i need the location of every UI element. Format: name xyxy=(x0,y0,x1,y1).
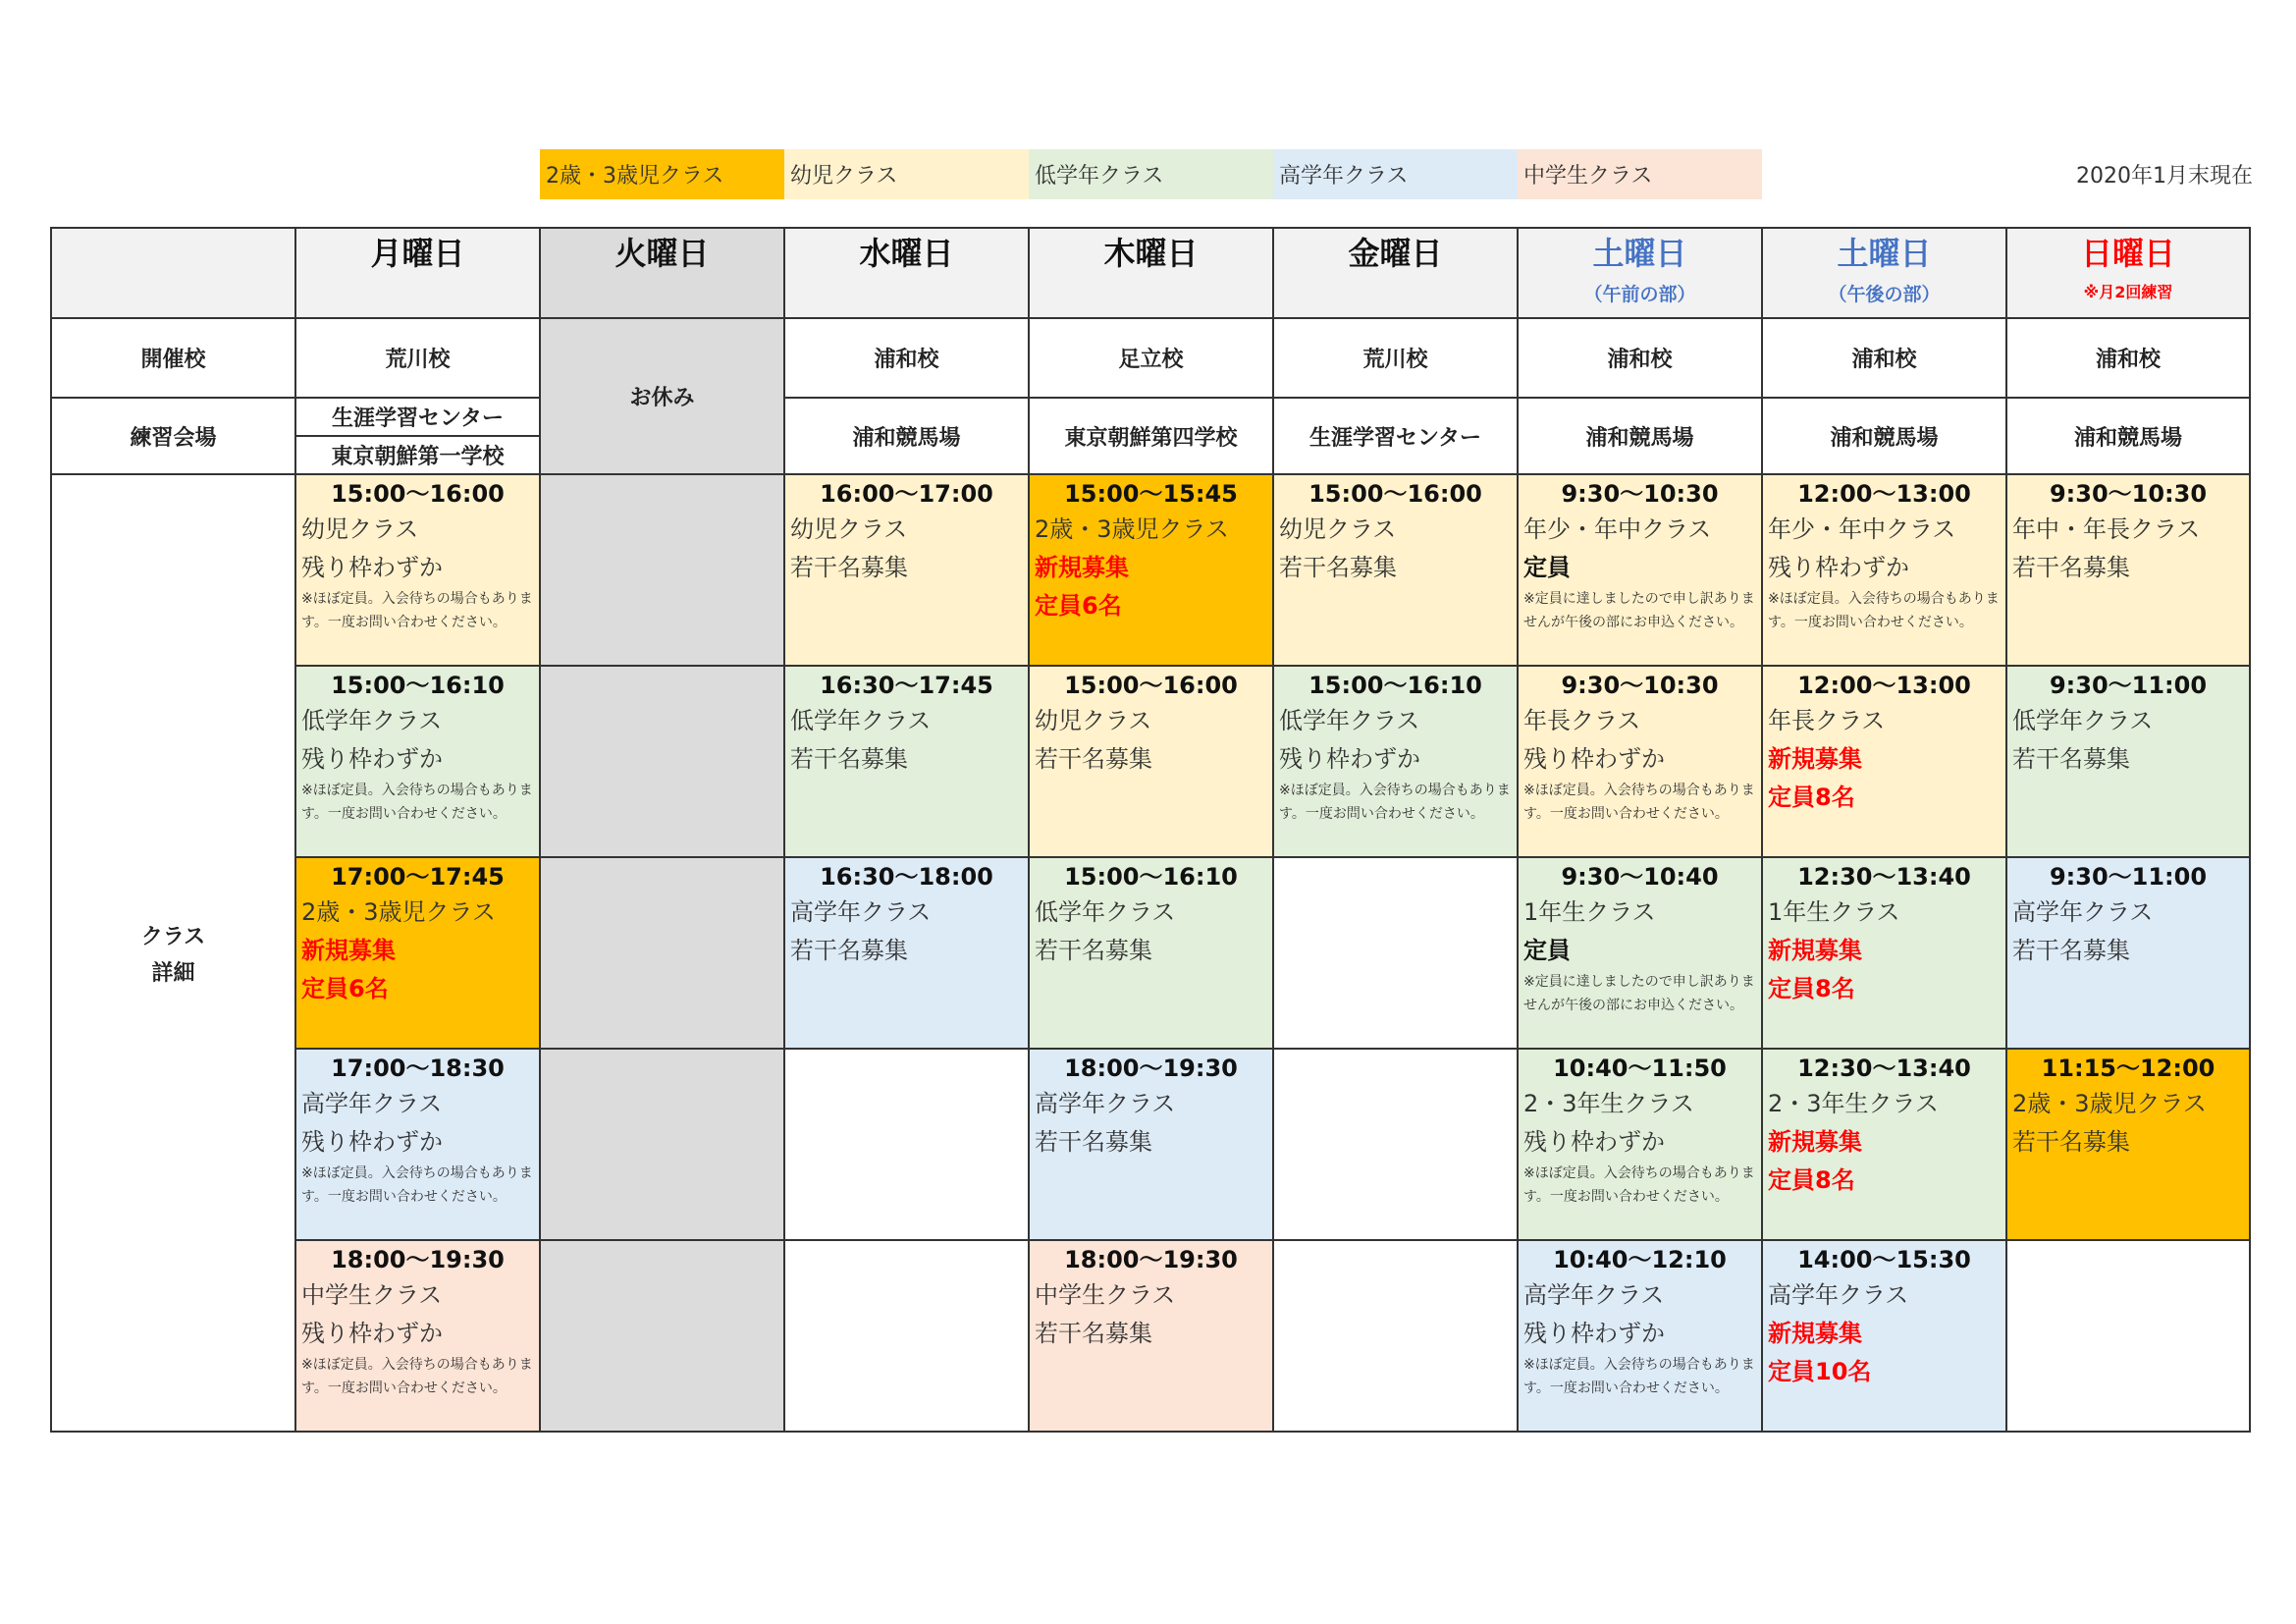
slot-class-name: 幼児クラス xyxy=(790,515,908,543)
class-slot-wed xyxy=(784,666,1029,857)
slot-class-name: 高学年クラス xyxy=(1768,1281,1909,1309)
day-subtitle: （午前の部） xyxy=(1583,284,1696,305)
as-of-date: 2020年1月末現在 xyxy=(2076,164,2253,189)
slot-time: 16:30〜18:00 xyxy=(820,863,993,891)
legend-infant: 幼児クラス xyxy=(784,149,1029,199)
slot-class-name: 年少・年中クラス xyxy=(1768,515,1956,543)
slot-time: 12:00〜13:00 xyxy=(1797,480,1971,508)
venue-sat-am: 浦和競馬場 xyxy=(1518,398,1762,474)
class-slot-row xyxy=(51,474,2250,666)
day-name: 土曜日 xyxy=(1592,235,1687,272)
slot-time: 18:00〜19:30 xyxy=(1064,1055,1238,1082)
slot-class-name: 低学年クラス xyxy=(790,707,932,734)
day-name: 木曜日 xyxy=(1103,235,1199,272)
corner-cell xyxy=(51,228,295,318)
slot-time: 9:30〜11:00 xyxy=(2049,863,2208,891)
slot-time: 12:30〜13:40 xyxy=(1797,863,1971,891)
slot-time: 12:30〜13:40 xyxy=(1797,1055,1971,1082)
slot-status: 若干名募集 xyxy=(1035,1320,1152,1347)
class-slot-fri xyxy=(1273,1049,1518,1240)
class-slot-mon xyxy=(295,857,540,1049)
school-mon: 荒川校 xyxy=(295,318,540,398)
slot-time: 10:40〜11:50 xyxy=(1553,1055,1727,1082)
slot-class-name: 2歳・3歳児クラス xyxy=(1035,515,1229,543)
tuesday-empty-cell xyxy=(540,474,784,666)
class-slot-sun xyxy=(2006,474,2250,666)
slot-time: 18:00〜19:30 xyxy=(331,1246,505,1273)
class-label-line2: 詳細 xyxy=(151,960,195,986)
header-row xyxy=(51,228,2250,318)
slot-time: 9:30〜10:40 xyxy=(1561,863,1719,891)
class-slot-row xyxy=(51,1240,2250,1432)
venue-sat-pm: 浦和競馬場 xyxy=(1762,398,2006,474)
class-detail-label xyxy=(51,474,295,1432)
class-slot-fri xyxy=(1273,1240,1518,1432)
slot-class-name: 中学生クラス xyxy=(1035,1281,1176,1309)
slot-time: 9:30〜10:30 xyxy=(1561,480,1719,508)
slot-status: 若干名募集 xyxy=(1035,937,1152,964)
slot-class-name: 高学年クラス xyxy=(2012,898,2154,926)
class-slot-sat-pm xyxy=(1762,857,2006,1049)
slot-status: 若干名募集 xyxy=(790,554,908,581)
slot-class-name: 低学年クラス xyxy=(1035,898,1176,926)
slot-status: 若干名募集 xyxy=(790,745,908,773)
slot-class-name: 年長クラス xyxy=(1768,707,1886,734)
slot-time: 15:00〜16:10 xyxy=(1308,672,1482,699)
class-slot-row xyxy=(51,857,2250,1049)
slot-capacity: 定員8名 xyxy=(1768,1166,1855,1194)
tuesday-empty-cell xyxy=(540,1049,784,1240)
slot-status: 定員 xyxy=(1523,554,1571,581)
class-slot-sun xyxy=(2006,1049,2250,1240)
slot-time: 15:00〜16:00 xyxy=(331,480,505,508)
slot-note: ※ほぼ定員。入会待ちの場合もあります。一度お問い合わせください。 xyxy=(1279,783,1511,822)
slot-status: 若干名募集 xyxy=(2012,937,2130,964)
slot-time: 15:00〜16:10 xyxy=(1064,863,1238,891)
class-schedule-table xyxy=(50,227,2251,1433)
class-slot-sat-am xyxy=(1518,666,1762,857)
slot-capacity: 定員10名 xyxy=(1768,1358,1872,1385)
slot-time: 17:00〜17:45 xyxy=(331,863,505,891)
day-header-sat-am xyxy=(1518,228,1762,318)
slot-class-name: 高学年クラス xyxy=(1035,1090,1176,1117)
class-slot-wed xyxy=(784,474,1029,666)
class-slot-fri xyxy=(1273,474,1518,666)
tuesday-empty-cell xyxy=(540,857,784,1049)
venue-mon-1: 生涯学習センター xyxy=(296,399,539,437)
slot-time: 9:30〜10:30 xyxy=(1561,672,1719,699)
slot-status: 残り枠わずか xyxy=(301,1128,443,1156)
class-slot-sat-am xyxy=(1518,474,1762,666)
tuesday-closed: お休み xyxy=(540,318,784,474)
slot-status: 残り枠わずか xyxy=(1523,1320,1665,1347)
venue-sun: 浦和競馬場 xyxy=(2006,398,2250,474)
class-slot-mon xyxy=(295,1240,540,1432)
class-slot-thu xyxy=(1029,857,1273,1049)
slot-time: 15:00〜15:45 xyxy=(1064,480,1238,508)
slot-status: 若干名募集 xyxy=(2012,1128,2130,1156)
slot-status: 若干名募集 xyxy=(2012,745,2130,773)
venue-row-label: 練習会場 xyxy=(51,398,295,474)
slot-class-name: 年長クラス xyxy=(1523,707,1641,734)
slot-time: 16:30〜17:45 xyxy=(820,672,993,699)
slot-note: ※ほぼ定員。入会待ちの場合もあります。一度お問い合わせください。 xyxy=(1768,591,2000,630)
legend-lower-grade: 低学年クラス xyxy=(1029,149,1273,199)
class-slot-sat-am xyxy=(1518,1049,1762,1240)
slot-status: 新規募集 xyxy=(1768,937,1862,964)
slot-note: ※ほぼ定員。入会待ちの場合もあります。一度お問い合わせください。 xyxy=(301,783,533,822)
slot-status: 定員 xyxy=(1523,937,1571,964)
slot-status: 残り枠わずか xyxy=(1279,745,1420,773)
legend-upper-grade: 高学年クラス xyxy=(1273,149,1518,199)
slot-class-name: 高学年クラス xyxy=(790,898,932,926)
school-fri: 荒川校 xyxy=(1273,318,1518,398)
class-slot-sun xyxy=(2006,857,2250,1049)
class-slot-fri xyxy=(1273,666,1518,857)
day-header-tue xyxy=(540,228,784,318)
slot-status: 残り枠わずか xyxy=(301,554,443,581)
school-sat-am: 浦和校 xyxy=(1518,318,1762,398)
tuesday-empty-cell xyxy=(540,1240,784,1432)
class-slot-fri xyxy=(1273,857,1518,1049)
slot-capacity: 定員6名 xyxy=(301,975,389,1002)
slot-status: 新規募集 xyxy=(1768,1128,1862,1156)
slot-class-name: 幼児クラス xyxy=(1035,707,1152,734)
day-name: 金曜日 xyxy=(1348,235,1443,272)
slot-note: ※ほぼ定員。入会待ちの場合もあります。一度お問い合わせください。 xyxy=(1523,1165,1755,1205)
class-slot-sun xyxy=(2006,1240,2250,1432)
school-sun: 浦和校 xyxy=(2006,318,2250,398)
class-slot-thu xyxy=(1029,1049,1273,1240)
day-subtitle: （午後の部） xyxy=(1828,284,1941,305)
slot-class-name: 低学年クラス xyxy=(2012,707,2154,734)
class-slot-sat-pm xyxy=(1762,1049,2006,1240)
day-name: 土曜日 xyxy=(1837,235,1932,272)
venue-mon-2: 東京朝鮮第一学校 xyxy=(331,445,505,469)
class-slot-sun xyxy=(2006,666,2250,857)
venue-fri: 生涯学習センター xyxy=(1273,398,1518,474)
slot-note: ※定員に達しましたので申し訳ありませんが午後の部にお申込ください。 xyxy=(1523,974,1755,1013)
slot-note: ※ほぼ定員。入会待ちの場合もあります。一度お問い合わせください。 xyxy=(1523,783,1755,822)
slot-note: ※ほぼ定員。入会待ちの場合もあります。一度お問い合わせください。 xyxy=(301,591,533,630)
slot-status: 若干名募集 xyxy=(1279,554,1397,581)
slot-status: 若干名募集 xyxy=(790,937,908,964)
slot-time: 14:00〜15:30 xyxy=(1797,1246,1971,1273)
day-header-wed xyxy=(784,228,1029,318)
day-header-mon xyxy=(295,228,540,318)
slot-capacity: 定員8名 xyxy=(1768,975,1855,1002)
slot-time: 9:30〜10:30 xyxy=(2049,480,2208,508)
slot-time: 10:40〜12:10 xyxy=(1553,1246,1727,1273)
class-slot-row xyxy=(51,1049,2250,1240)
slot-time: 17:00〜18:30 xyxy=(331,1055,505,1082)
slot-time: 15:00〜16:00 xyxy=(1308,480,1482,508)
slot-status: 残り枠わずか xyxy=(301,1320,443,1347)
class-slot-wed xyxy=(784,857,1029,1049)
school-row xyxy=(51,318,2250,398)
slot-class-name: 幼児クラス xyxy=(1279,515,1397,543)
day-header-sat-pm xyxy=(1762,228,2006,318)
slot-status: 新規募集 xyxy=(1768,745,1862,773)
slot-status: 新規募集 xyxy=(1035,554,1129,581)
slot-class-name: 低学年クラス xyxy=(301,707,443,734)
slot-status: 若干名募集 xyxy=(1035,745,1152,773)
day-header-thu xyxy=(1029,228,1273,318)
school-sat-pm: 浦和校 xyxy=(1762,318,2006,398)
class-slot-thu xyxy=(1029,1240,1273,1432)
day-header-sun xyxy=(2006,228,2250,318)
venue-thu: 東京朝鮮第四学校 xyxy=(1029,398,1273,474)
school-wed: 浦和校 xyxy=(784,318,1029,398)
school-row-label: 開催校 xyxy=(51,318,295,398)
venue-mon xyxy=(295,398,540,474)
slot-class-name: 2・3年生クラス xyxy=(1523,1090,1694,1117)
school-thu: 足立校 xyxy=(1029,318,1273,398)
slot-class-name: 2歳・3歳児クラス xyxy=(2012,1090,2207,1117)
day-name: 火曜日 xyxy=(614,235,710,272)
class-label-line1: クラス xyxy=(140,924,206,949)
legend-junior-high: 中学生クラス xyxy=(1518,149,1762,199)
slot-note: ※ほぼ定員。入会待ちの場合もあります。一度お問い合わせください。 xyxy=(301,1357,533,1396)
slot-class-name: 高学年クラス xyxy=(301,1090,443,1117)
slot-status: 若干名募集 xyxy=(2012,554,2130,581)
slot-class-name: 幼児クラス xyxy=(301,515,419,543)
day-header-fri xyxy=(1273,228,1518,318)
slot-note: ※ほぼ定員。入会待ちの場合もあります。一度お問い合わせください。 xyxy=(1523,1357,1755,1396)
slot-capacity: 定員8名 xyxy=(1768,784,1855,811)
class-slot-sat-am xyxy=(1518,857,1762,1049)
slot-class-name: 2歳・3歳児クラス xyxy=(301,898,496,926)
day-name: 月曜日 xyxy=(370,235,465,272)
slot-status: 若干名募集 xyxy=(1035,1128,1152,1156)
slot-note: ※定員に達しましたので申し訳ありませんが午後の部にお申込ください。 xyxy=(1523,591,1755,630)
venue-row xyxy=(51,398,2250,474)
class-slot-sat-pm xyxy=(1762,666,2006,857)
class-slot-sat-am xyxy=(1518,1240,1762,1432)
venue-wed: 浦和競馬場 xyxy=(784,398,1029,474)
class-slot-row xyxy=(51,666,2250,857)
slot-status: 残り枠わずか xyxy=(301,745,443,773)
slot-status: 新規募集 xyxy=(1768,1320,1862,1347)
slot-status: 新規募集 xyxy=(301,937,396,964)
class-slot-mon xyxy=(295,666,540,857)
class-slot-sat-pm xyxy=(1762,474,2006,666)
day-name: 水曜日 xyxy=(859,235,954,272)
class-color-legend xyxy=(540,149,1762,199)
slot-time: 12:00〜13:00 xyxy=(1797,672,1971,699)
day-name: 日曜日 xyxy=(2080,235,2175,272)
slot-class-name: 高学年クラス xyxy=(1523,1281,1665,1309)
class-slot-thu xyxy=(1029,666,1273,857)
slot-time: 9:30〜11:00 xyxy=(2049,672,2208,699)
slot-class-name: 低学年クラス xyxy=(1279,707,1420,734)
slot-time: 15:00〜16:00 xyxy=(1064,672,1238,699)
day-subtitle: ※月2回練習 xyxy=(2083,283,2173,301)
slot-time: 18:00〜19:30 xyxy=(1064,1246,1238,1273)
slot-class-name: 年少・年中クラス xyxy=(1523,515,1712,543)
class-slot-mon xyxy=(295,1049,540,1240)
slot-status: 残り枠わずか xyxy=(1523,745,1665,773)
slot-class-name: 2・3年生クラス xyxy=(1768,1090,1939,1117)
tuesday-empty-cell xyxy=(540,666,784,857)
slot-time: 15:00〜16:10 xyxy=(331,672,505,699)
slot-class-name: 1年生クラス xyxy=(1523,898,1656,926)
class-slot-mon xyxy=(295,474,540,666)
slot-class-name: 中学生クラス xyxy=(301,1281,443,1309)
slot-time: 11:15〜12:00 xyxy=(2041,1055,2216,1082)
slot-class-name: 年中・年長クラス xyxy=(2012,515,2201,543)
class-slot-thu xyxy=(1029,474,1273,666)
legend-toddler: 2歳・3歳児クラス xyxy=(540,149,784,199)
class-slot-sat-pm xyxy=(1762,1240,2006,1432)
slot-class-name: 1年生クラス xyxy=(1768,898,1900,926)
class-slot-wed xyxy=(784,1049,1029,1240)
slot-status: 残り枠わずか xyxy=(1523,1128,1665,1156)
slot-capacity: 定員6名 xyxy=(1035,592,1122,620)
slot-note: ※ほぼ定員。入会待ちの場合もあります。一度お問い合わせください。 xyxy=(301,1165,533,1205)
class-slot-wed xyxy=(784,1240,1029,1432)
slot-status: 残り枠わずか xyxy=(1768,554,1909,581)
slot-time: 16:00〜17:00 xyxy=(820,480,993,508)
